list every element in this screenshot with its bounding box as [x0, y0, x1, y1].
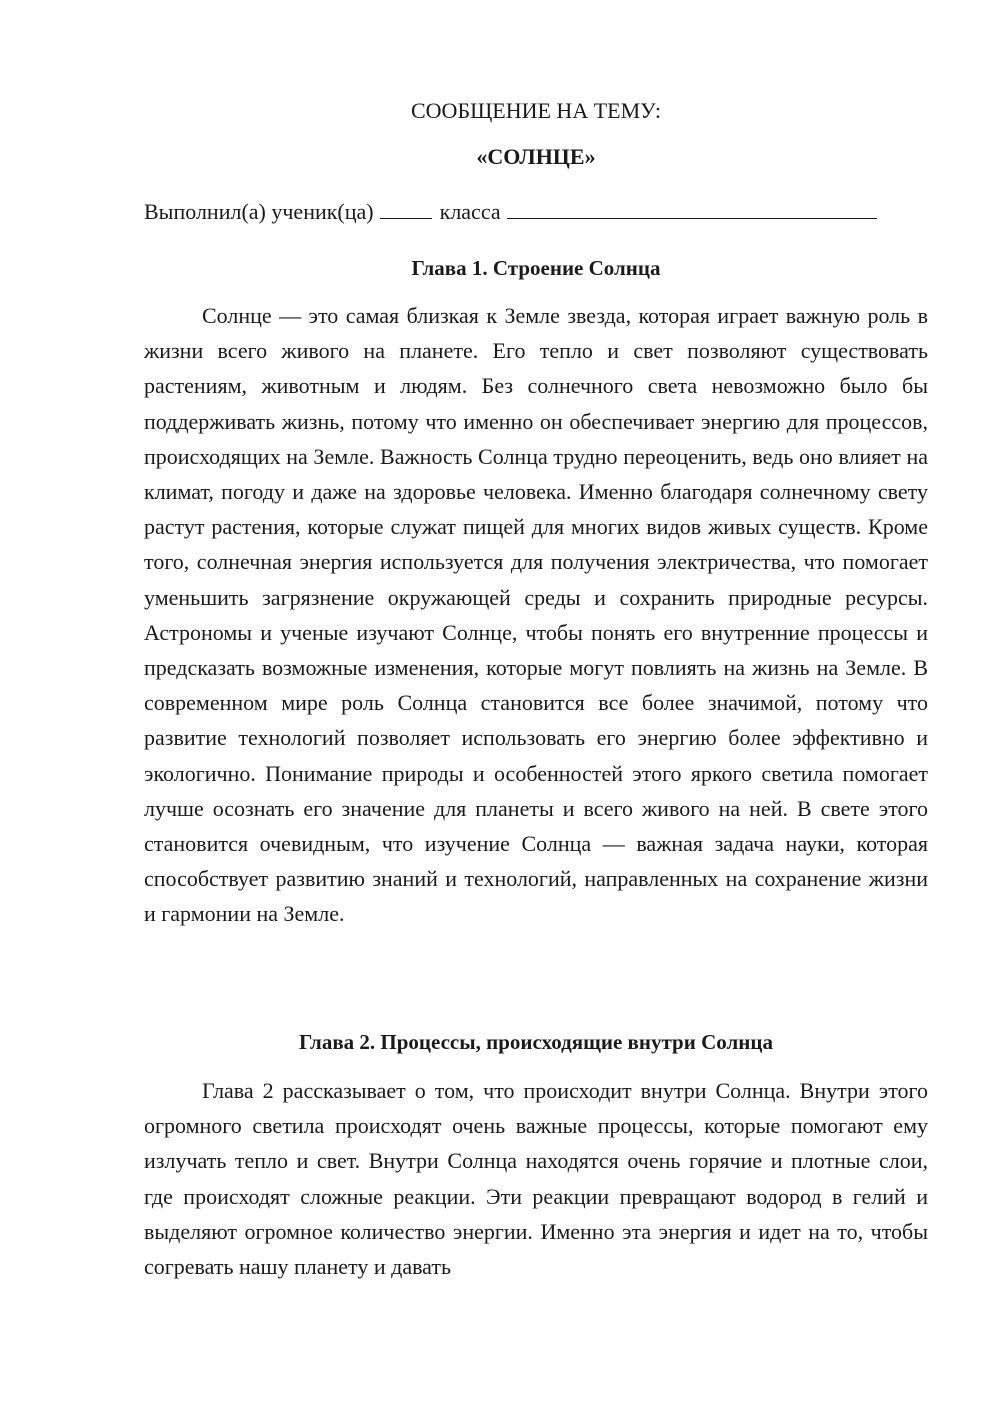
author-class-word: класса — [439, 199, 501, 224]
chapter-1-heading: Глава 1. Строение Солнца — [411, 256, 661, 280]
grade-blank — [380, 198, 432, 219]
author-prefix: Выполнил(а) ученик(ца) — [144, 199, 374, 224]
author-line — [144, 198, 928, 226]
chapter-2-heading: Глава 2. Процессы, происходящие внутри Солнца — [299, 1030, 773, 1054]
name-blank — [507, 198, 877, 219]
chapter-1-paragraph: Солнце — это самая близкая к Земле звезда, которая играет важную роль в жизни всего живого на планете. Его тепло и свет позволяют существовать растениям, животным и людям. Без солнечного света невозможно было бы поддерживать жизнь, потому что именно он обеспечивает энергию для процессов, происходящих на Земле. Важность Солнца трудно переоценить, ведь оно влияет на климат, погоду и даже на здоровье человека. Именно благодаря солнечному свету растут растения, которые служат пищей для многих видов живых существ. Кроме того, солнечная энергия используется для получения электричества, что помогает уменьшить загрязнение окружающей среды и сохранить природные ресурсы. Астрономы и ученые изучают Солнце, чтобы понять его внутренние процессы и предсказать возможные изменения, которые могут повлиять на жизнь на Земле. В современном мире роль Солнца становится все более значимой, потому что развитие технологий позволяет использовать его энергию более эффективно и экологично. Понимание природы и особенностей этого яркого светила помогает лучше осознать его значение для планеты и всего живого на ней. В свете этого становится очевидным, что изучение Солнца — важная задача науки, которая способствует развитию знаний и технологий, направленных на сохранение жизни и гармонии на Земле. — [144, 303, 928, 927]
document-title-line2: «СОЛНЦЕ» — [476, 144, 596, 169]
document-title-line1: СООБЩЕНИЕ НА ТЕМУ: — [411, 98, 661, 123]
chapter-2-paragraph: Глава 2 рассказывает о том, что происходит внутри Солнца. Внутри этого огромного светила происходят очень важные процессы, которые помогают ему излучать тепло и свет. Внутри Солнца находятся очень горячие и плотные слои, где происходят сложные реакции. Эти реакции превращают водород в гелий и выделяют огромное количество энергии. Именно эта энергия и идет на то, чтобы согревать нашу планету и давать — [144, 1078, 928, 1280]
